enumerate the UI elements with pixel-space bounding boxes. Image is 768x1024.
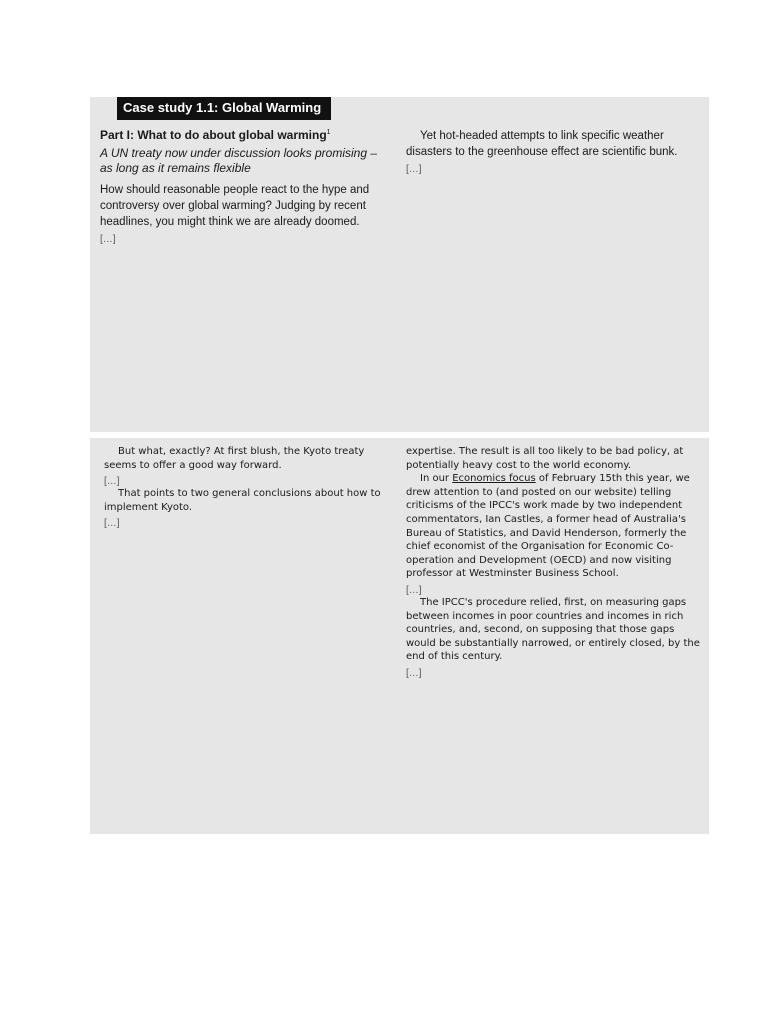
excerpt-marker: […] xyxy=(406,667,422,679)
subheading: A UN treaty now under discussion looks promising – as long as it remains flexible xyxy=(100,146,378,175)
part-heading: Part I: What to do about global warming$^1$ xyxy=(100,128,331,142)
excerpt-marker: […] xyxy=(406,584,422,596)
top-right-column xyxy=(406,128,700,175)
top-left-column xyxy=(100,128,392,245)
footnote-marker: 1 xyxy=(326,129,331,136)
case-study-title: Case study 1.1: Global Warming xyxy=(117,97,331,120)
economics-focus-link[interactable]: Economics focus xyxy=(452,473,536,485)
bottom-left-paragraph-1: But what, exactly? At first blush, the Kyoto treaty seems to offer a good way forward. xyxy=(104,446,365,471)
bottom-right-paragraph-2: In our Economics focus of February 15th this year, we drew attention to (and posted on our website) telling criticisms of the IPCC's work made by two independent commentators, Ian Castles, a former head of Australia's Bureau of Statistics, and David Henderson, formerly the chief economist of the Organisation for Economic Co-operation and Development (OECD) and now visiting professor at Westminster Business School. xyxy=(406,473,690,580)
excerpt-marker: […] xyxy=(104,476,120,488)
excerpt-marker: […] xyxy=(104,518,120,530)
bottom-right-paragraph-3: The IPCC's procedure relied, first, on measuring gaps between incomes in poor countries and incomes in rich countries, and, second, on supposing that those gaps would be substantially narrowed, or entirely closed, by the end of this century. xyxy=(406,596,700,663)
bottom-left-paragraph-2: That points to two general conclusions about how to implement Kyoto. xyxy=(104,488,381,513)
bottom-right-paragraph-1: expertise. The result is all too likely to be bad policy, at potentially heavy cost to the world economy. xyxy=(406,446,684,471)
top-right-paragraph: Yet hot-headed attempts to link specific weather disasters to the greenhouse effect are scientific bunk. xyxy=(406,130,678,158)
bottom-left-column xyxy=(104,445,394,529)
bottom-right-column xyxy=(406,445,700,679)
excerpt-marker: […] xyxy=(100,234,116,245)
top-left-paragraph: How should reasonable people react to the hype and controversy over global warming? Judging by recent headlines, you might think we are already doomed. xyxy=(100,184,370,228)
excerpt-marker: […] xyxy=(406,164,422,175)
